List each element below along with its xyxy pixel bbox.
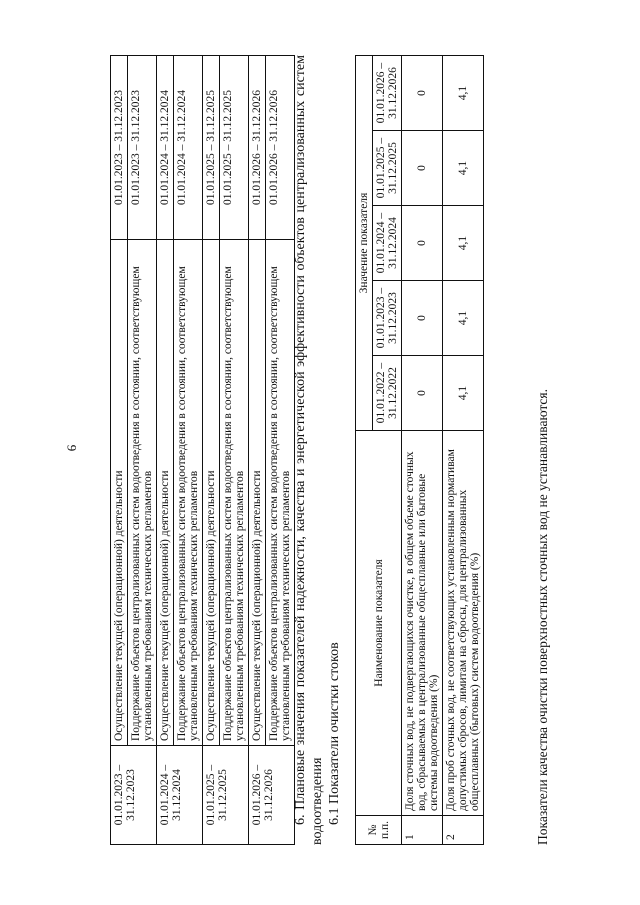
indicator-value: 4,1	[443, 356, 484, 431]
header-group: Значение показателя	[356, 56, 373, 431]
indicator-value: 4,1	[443, 56, 484, 131]
indicators-table	[355, 55, 484, 845]
indicator-value: 0	[402, 206, 443, 281]
measure-text: Осуществление текущей (операционной) деятельности	[111, 240, 128, 746]
header-period: 01.01.2025 – 31.12.2025	[373, 131, 402, 206]
section-heading: 6. Плановые значения показателей надежности, качества и энергетической эффективности объектов централизованных систем водоотведения	[293, 55, 325, 845]
indicator-name: Доля сточных вод, не подвергающихся очистке, в общем объеме сточных вод, сбрасываемых в централизованные общесплавные или бытовые системы водоотведения (%)	[402, 431, 443, 816]
measure-date: 01.01.2025 – 31.12.2025	[203, 56, 220, 240]
section-6	[292, 55, 343, 845]
row-number: 2	[443, 816, 484, 845]
period-cell: 01.01.2025 – 31.12.2025	[203, 746, 249, 845]
period-cell: 01.01.2024 – 31.12.2024	[157, 746, 203, 845]
period-cell: 01.01.2023 – 31.12.2023	[111, 746, 157, 845]
table-row	[174, 56, 203, 845]
indicator-name: Доля проб сточных вод, не соответствующих установленным нормативам допустимых сбросов, лимитам на сбросы, для централизованных общесплавных (бытовых) систем водоотведения (%)	[443, 431, 484, 816]
measure-text: Поддержание объектов централизованных систем водоотведения в состоянии, соответствующем установленным требованиям технических регламентов	[174, 240, 203, 746]
table-row	[402, 56, 443, 845]
header-name: Наименование показателя	[356, 431, 402, 816]
measure-date: 01.01.2024 – 31.12.2024	[174, 56, 203, 240]
header-no: № п.п.	[356, 816, 402, 845]
page-number: 9	[64, 444, 80, 452]
indicator-value: 4,1	[443, 281, 484, 356]
measures-table	[110, 55, 295, 845]
measure-date: 01.01.2023 – 31.12.2023	[111, 56, 128, 240]
period-cell: 01.01.2026 – 31.12.2026	[249, 746, 295, 845]
measure-date: 01.01.2023 – 31.12.2023	[128, 56, 157, 240]
indicator-value: 0	[402, 281, 443, 356]
measure-date: 01.01.2025 – 31.12.2025	[220, 56, 249, 240]
measure-date: 01.01.2024 – 31.12.2024	[157, 56, 174, 240]
table-row	[128, 56, 157, 845]
indicator-value: 4,1	[443, 206, 484, 281]
indicator-value: 4,1	[443, 131, 484, 206]
measure-date: 01.01.2026 – 31.12.2026	[249, 56, 266, 240]
table-header-row	[356, 56, 373, 845]
footnote: Показатели качества очистки поверхностных сточных вод не устанавливаются.	[535, 389, 550, 845]
measure-text: Осуществление текущей (операционной) деятельности	[157, 240, 174, 746]
measure-text: Поддержание объектов централизованных систем водоотведения в состоянии, соответствующем установленным требованиям технических регламентов	[266, 240, 295, 746]
measure-text: Поддержание объектов централизованных систем водоотведения в состоянии, соответствующем установленным требованиям технических регламентов	[128, 240, 157, 746]
table-row	[157, 56, 174, 845]
header-period: 01.01.2022 – 31.12.2022	[373, 356, 402, 431]
header-period: 01.01.2023 – 31.12.2023	[373, 281, 402, 356]
table-row	[249, 56, 266, 845]
row-number: 1	[402, 816, 443, 845]
measure-text: Осуществление текущей (операционной) деятельности	[203, 240, 220, 746]
indicator-value: 0	[402, 356, 443, 431]
subsection-heading: 6.1 Показатели очистки стоков	[327, 642, 342, 825]
table-row	[203, 56, 220, 845]
measure-text: Поддержание объектов централизованных систем водоотведения в состоянии, соответствующем установленным требованиям технических регламентов	[220, 240, 249, 746]
rotated-page-content	[50, 30, 590, 870]
table-row	[111, 56, 128, 845]
header-period: 01.01.2024 – 31.12.2024	[373, 206, 402, 281]
measure-text: Осуществление текущей (операционной) деятельности	[249, 240, 266, 746]
measure-date: 01.01.2026 – 31.12.2026	[266, 56, 295, 240]
table-row	[220, 56, 249, 845]
indicator-value: 0	[402, 56, 443, 131]
table-row	[266, 56, 295, 845]
header-period: 01.01.2026 – 31.12.2026	[373, 56, 402, 131]
table-row	[443, 56, 484, 845]
indicator-value: 0	[402, 131, 443, 206]
